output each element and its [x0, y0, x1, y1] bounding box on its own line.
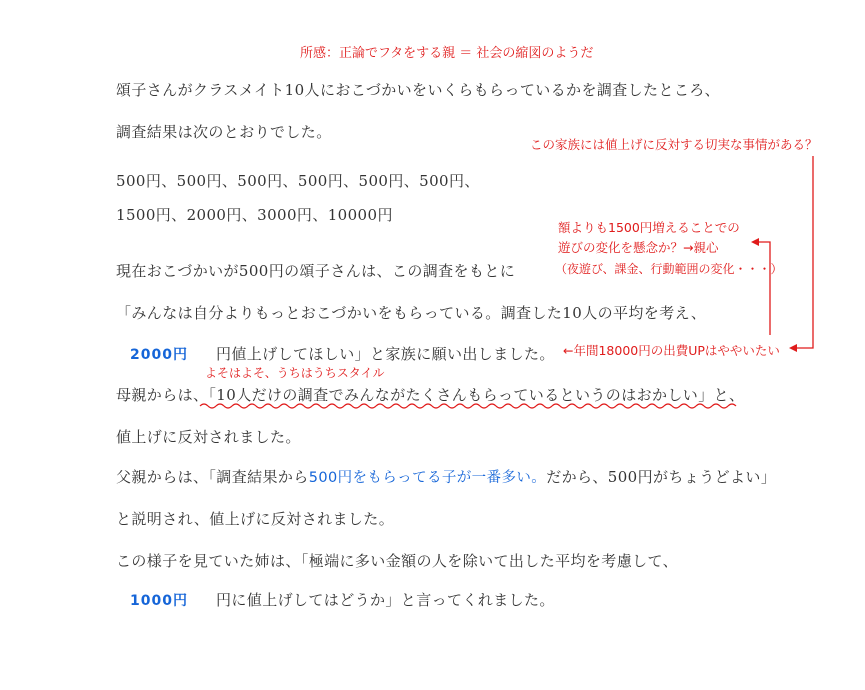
mother-quote: 「10人だけの調査でみんながたくさんもらっているというのはおかしい」と、 [208, 386, 745, 404]
annotation-parent-concern-2: 遊びの変化を懸念か？→親心 [558, 240, 719, 255]
body-line-10: この様子を見ていた姉は、「極端に多い金額の人を除いて出した平均を考慮して、 [116, 552, 679, 570]
annotation-family-circumstance: この家族には値上げに反対する切実な事情がある？ [530, 137, 818, 152]
body-line-3: 現在おこづかいが500円の頌子さんは、この調査をもとに [116, 262, 516, 280]
body-line-4: 「みんなは自分よりもっとおこづかいをもらっている。調査した10人の平均を考え、 [116, 304, 707, 322]
data-line-2: 1500円、2000円、3000円、10000円 [116, 206, 393, 224]
bracket-line-2 [756, 242, 770, 335]
mother-label: 母親からは、 [116, 386, 209, 404]
annotation-title: 所感：正論でフタをする親 ＝ 社会の縮図のようだ [300, 46, 594, 61]
annotation-parent-concern-3: （夜遊び、課金、行動範囲の変化・・・） [555, 262, 783, 276]
body-line-5: 円値上げしてほしい」と家族に願い出しました。 [216, 345, 555, 363]
annotation-annual-cost: ←年間18000円の出費UPはややいたい [563, 343, 780, 358]
father-prefix: 父親からは、「調査結果から [116, 468, 309, 486]
data-line-1: 500円、500円、500円、500円、500円、500円、 [116, 172, 480, 190]
father-suffix: だから、500円がちょうどよい」 [546, 468, 777, 486]
body-line-7: 値上げに反対されました。 [116, 428, 301, 446]
father-highlight: 500円をもらってる子が一番多い。 [308, 470, 547, 486]
arrow-head-left-2 [751, 238, 759, 246]
annotation-parent-concern-1: 額よりも1500円増えることでの [558, 220, 740, 235]
fill-value-2000: 2000円 [130, 347, 188, 363]
bracket-line [793, 156, 813, 348]
wavy-underline [200, 404, 736, 408]
body-line-9: と説明され、値上げに反対されました。 [116, 510, 395, 528]
body-line-11: 円に値上げしてはどうか」と言ってくれました。 [216, 591, 555, 609]
body-line-1: 頌子さんがクラスメイト10人におこづかいをいくらもらっているかを調査したところ、 [116, 81, 721, 99]
arrow-head-left [789, 344, 797, 352]
annotation-family-style: よそはよそ、うちはうちスタイル [205, 366, 385, 380]
body-line-2: 調査結果は次のとおりでした。 [116, 123, 332, 141]
fill-value-1000: 1000円 [130, 593, 188, 609]
